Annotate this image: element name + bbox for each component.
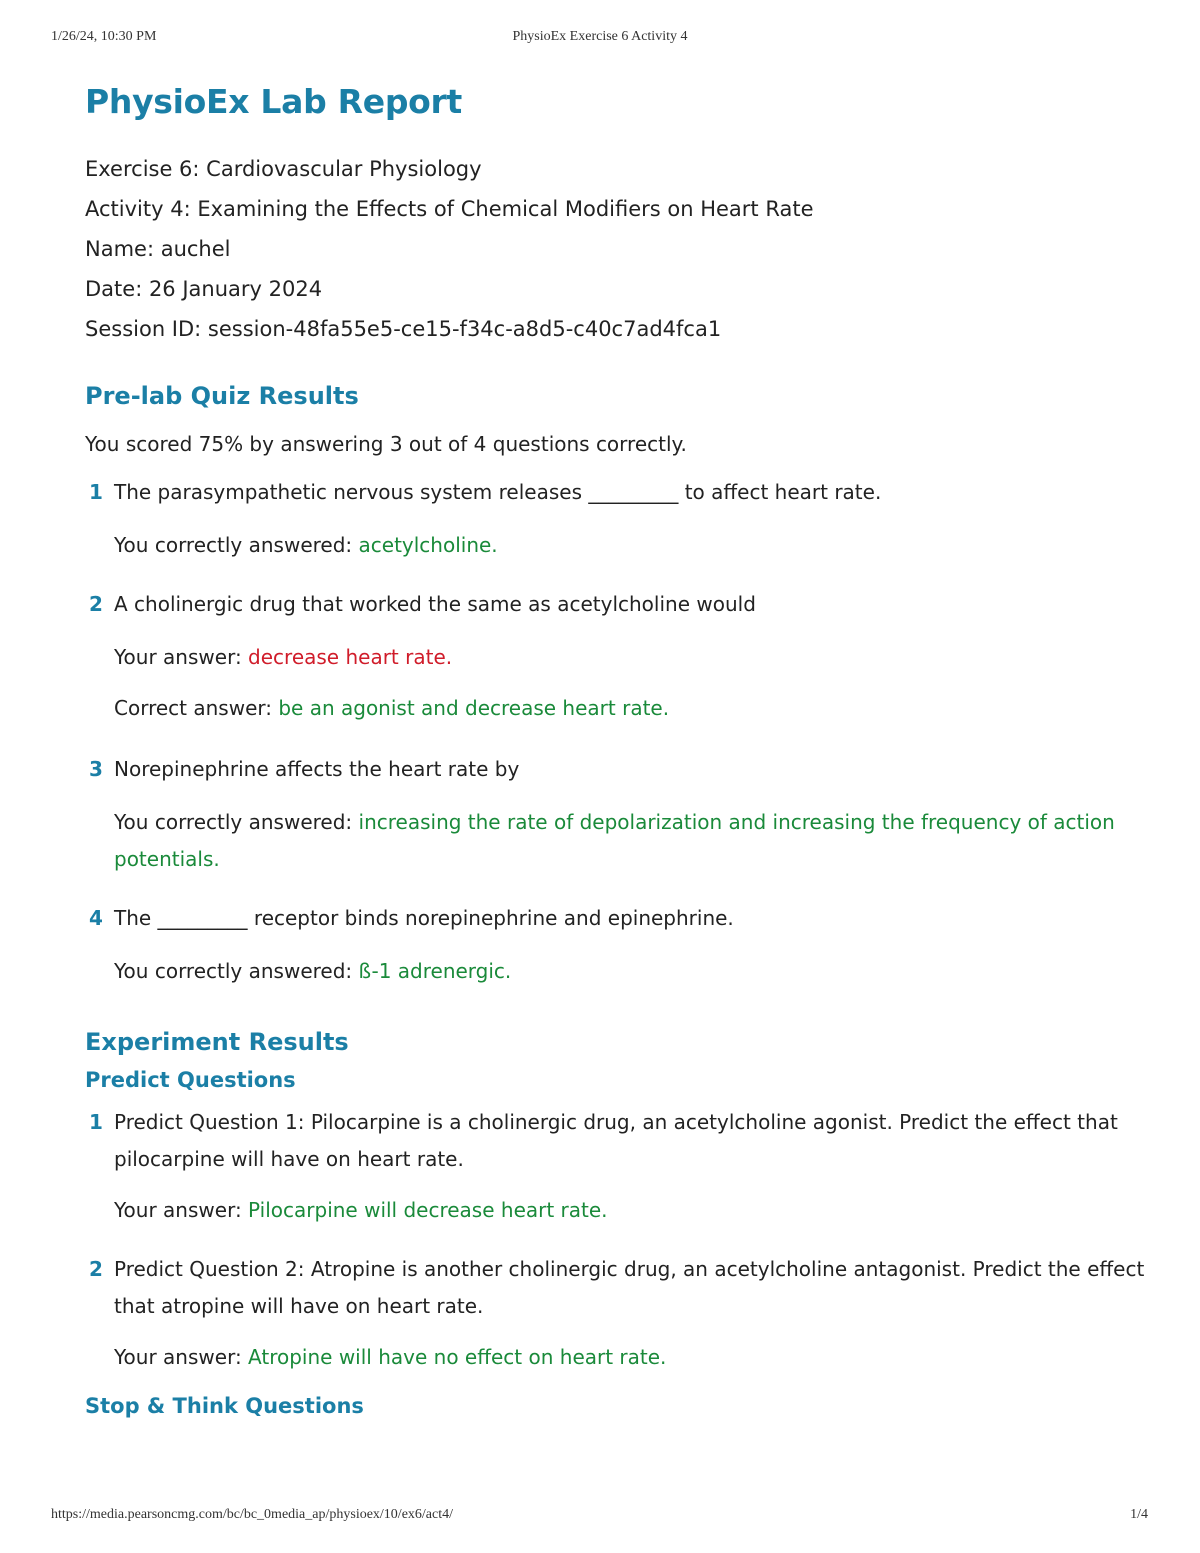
name-line: Name: auchel: [85, 237, 231, 261]
date-line: Date: 26 January 2024: [85, 277, 323, 301]
correct-answer-text: ß-1 adrenergic.: [358, 959, 512, 983]
question-answer: [85, 639, 1145, 676]
activity-line: Activity 4: Examining the Effects of Chemical Modifiers on Heart Rate: [85, 197, 814, 221]
correct-answer: [85, 690, 1145, 727]
answer-label: Your answer:: [114, 1198, 249, 1222]
print-url: https://media.pearsoncmg.com/bc/bc_0media_ap/physioex/10/ex6/act4/: [51, 1507, 454, 1522]
question-text: A cholinergic drug that worked the same as acetylcholine would: [114, 592, 756, 616]
question-answer: [85, 527, 1145, 564]
answer-label: Your answer:: [114, 645, 249, 669]
answer-label: You correctly answered:: [114, 959, 359, 983]
question-answer: [85, 953, 1145, 990]
question-number: 2: [89, 1257, 103, 1281]
correct-answer-text: increasing the rate of depolarization and increasing the frequency of action potentials.: [114, 810, 1115, 871]
prelab-question: [85, 474, 1145, 511]
page-title: PhysioEx Lab Report: [85, 82, 462, 121]
answer-label: Correct answer:: [114, 696, 279, 720]
prelab-score: You scored 75% by answering 3 out of 4 questions correctly.: [85, 432, 687, 456]
question-text: The _________ receptor binds norepinephrine and epinephrine.: [114, 906, 734, 930]
answer-label: You correctly answered:: [114, 810, 359, 834]
predict-question: [85, 1251, 1145, 1325]
question-number: 4: [89, 906, 103, 930]
question-text: Predict Question 1: Pilocarpine is a cholinergic drug, an acetylcholine agonist. Predict the effect that pilocarpine will have on heart rate.: [114, 1110, 1118, 1171]
question-number: 2: [89, 592, 103, 616]
report-content: [85, 82, 1145, 1418]
incorrect-answer-text: decrease heart rate.: [248, 645, 453, 669]
correct-answer-text: acetylcholine.: [358, 533, 498, 557]
question-text: Predict Question 2: Atropine is another cholinergic drug, an acetylcholine antagonist. Predict the effect that atropine will have on heart rate.: [114, 1257, 1145, 1318]
question-number: 1: [89, 480, 103, 504]
question-number: 1: [89, 1110, 103, 1134]
prelab-question: [85, 751, 1145, 788]
question-answer: [85, 1192, 1145, 1229]
session-line: Session ID: session-48fa55e5-ce15-f34c-a8d5-c40c7ad4fca1: [85, 317, 722, 341]
question-answer: [85, 1339, 1145, 1376]
predict-question: [85, 1104, 1145, 1178]
correct-answer-text: be an agonist and decrease heart rate.: [278, 696, 670, 720]
question-answer: [85, 804, 1145, 878]
stop-think-heading: Stop & Think Questions: [85, 1394, 364, 1418]
print-page-number: 1/4: [1130, 1507, 1148, 1522]
prelab-heading: Pre-lab Quiz Results: [85, 382, 359, 410]
answer-label: You correctly answered:: [114, 533, 359, 557]
prelab-question: [85, 900, 1145, 937]
experiment-heading: Experiment Results: [85, 1028, 349, 1056]
prelab-question: [85, 586, 1145, 623]
predict-heading: Predict Questions: [85, 1068, 296, 1092]
question-number: 3: [89, 757, 103, 781]
answer-text: Atropine will have no effect on heart rate.: [248, 1345, 667, 1369]
question-text: Norepinephrine affects the heart rate by: [114, 757, 520, 781]
exercise-line: Exercise 6: Cardiovascular Physiology: [85, 157, 482, 181]
answer-text: Pilocarpine will decrease heart rate.: [248, 1198, 608, 1222]
print-datetime: 1/26/24, 10:30 PM: [51, 29, 157, 44]
question-text: The parasympathetic nervous system releases _________ to affect heart rate.: [114, 480, 882, 504]
print-doc-title: PhysioEx Exercise 6 Activity 4: [512, 29, 688, 44]
answer-label: Your answer:: [114, 1345, 249, 1369]
